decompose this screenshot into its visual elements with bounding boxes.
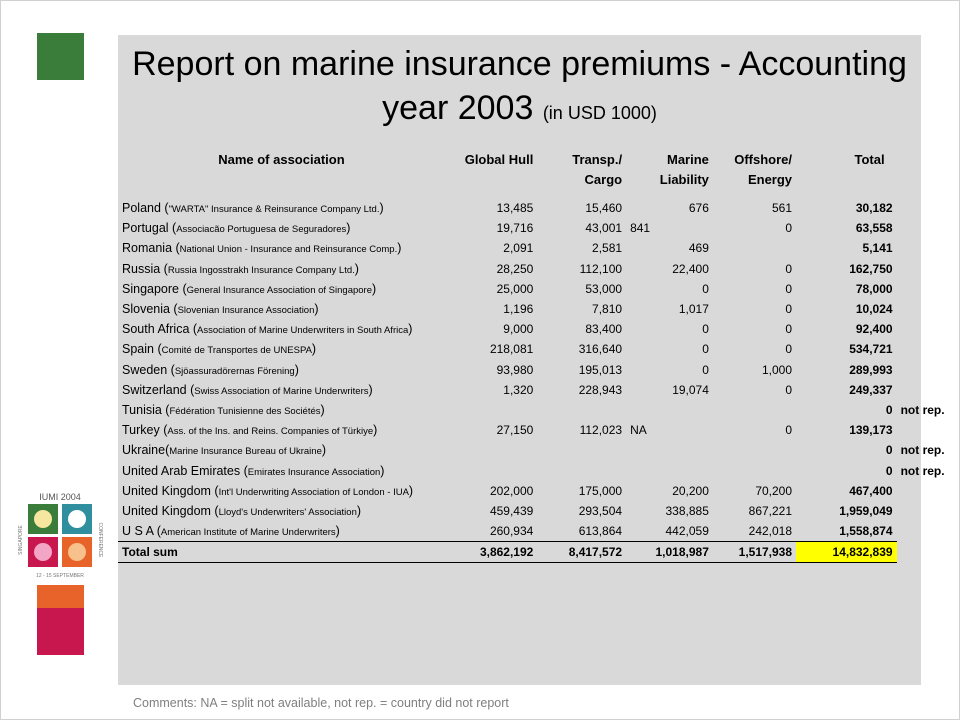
association-name bbox=[118, 360, 441, 380]
total-cell: 289,993 bbox=[849, 362, 893, 377]
total-cell: 0 bbox=[885, 463, 893, 478]
table-row bbox=[118, 259, 960, 279]
close-paren: ) bbox=[321, 443, 327, 458]
table-row bbox=[118, 279, 960, 299]
total-hull: 3,862,192 bbox=[441, 542, 537, 563]
global-hull-cell: 93,980 bbox=[496, 362, 534, 377]
not-reported-note bbox=[897, 420, 960, 440]
global-hull-cell: 2,091 bbox=[503, 241, 534, 256]
not-reported-note: not rep. bbox=[900, 402, 945, 417]
title-unit: (in USD 1000) bbox=[542, 103, 657, 123]
association-name bbox=[118, 481, 441, 501]
close-paren: ) bbox=[368, 382, 373, 397]
table-row bbox=[118, 380, 960, 400]
association-full-name: National Union - Insurance and Reinsurance Comp. bbox=[179, 244, 398, 256]
global-hull-cell: 202,000 bbox=[489, 483, 534, 498]
association-full-name: Emirates Insurance Association bbox=[247, 466, 381, 478]
header-total: Total bbox=[854, 152, 885, 167]
not-reported-note bbox=[897, 299, 960, 319]
cargo-cell: 228,943 bbox=[578, 382, 623, 397]
table-row bbox=[118, 481, 960, 501]
table-row bbox=[118, 198, 960, 218]
magenta-square bbox=[37, 608, 84, 655]
liability-cell: 676 bbox=[688, 201, 709, 216]
association-name bbox=[118, 501, 441, 521]
total-cell: 63,558 bbox=[855, 221, 893, 236]
country-name: United Arab Emirates ( bbox=[122, 463, 248, 478]
total-cell: 92,400 bbox=[855, 322, 893, 337]
total-cell: 0 bbox=[885, 402, 893, 417]
cargo-cell: 15,460 bbox=[585, 201, 623, 216]
association-full-name: "WARTA" Insurance & Reinsurance Company Ltd. bbox=[168, 204, 380, 216]
close-paren: ) bbox=[311, 342, 317, 357]
country-name: Switzerland ( bbox=[122, 382, 195, 397]
header-hull: Global Hull bbox=[464, 152, 534, 167]
not-reported-note bbox=[897, 319, 960, 339]
table-row bbox=[118, 299, 960, 319]
cargo-cell: 195,013 bbox=[578, 362, 623, 377]
cargo-cell: 293,504 bbox=[578, 503, 623, 518]
offshore-cell: 0 bbox=[785, 221, 793, 236]
offshore-cell: 0 bbox=[785, 281, 793, 296]
green-square bbox=[37, 33, 84, 80]
association-full-name: Fédération Tunisienne des Sociétés bbox=[169, 405, 321, 417]
close-paren: ) bbox=[380, 463, 385, 478]
liability-cell bbox=[626, 440, 713, 460]
table-row bbox=[118, 339, 960, 359]
close-paren: ) bbox=[346, 221, 351, 236]
association-name bbox=[118, 339, 441, 359]
cargo-cell bbox=[537, 400, 626, 420]
offshore-cell: 0 bbox=[785, 342, 793, 357]
country-name: Romania ( bbox=[122, 241, 180, 256]
country-name: Tunisia ( bbox=[122, 402, 170, 417]
cargo-cell: 2,581 bbox=[592, 241, 623, 256]
total-cell: 534,721 bbox=[849, 342, 893, 357]
table-row bbox=[118, 521, 960, 542]
offshore-cell: 242,018 bbox=[748, 524, 793, 539]
total-cell: 467,400 bbox=[849, 483, 893, 498]
not-reported-note bbox=[897, 279, 960, 299]
association-name bbox=[118, 400, 441, 420]
country-name: Slovenia ( bbox=[122, 302, 178, 317]
iumi-conference-logo bbox=[15, 490, 105, 580]
table-body bbox=[118, 198, 960, 563]
global-hull-cell: 25,000 bbox=[496, 281, 534, 296]
not-reported-note bbox=[897, 198, 960, 218]
slide-title bbox=[118, 42, 921, 135]
country-name: South Africa ( bbox=[122, 322, 198, 337]
close-paren: ) bbox=[408, 322, 413, 337]
offshore-cell: 70,200 bbox=[755, 483, 793, 498]
close-paren: ) bbox=[314, 302, 319, 317]
liability-cell: 338,885 bbox=[665, 503, 709, 518]
liability-cell: 469 bbox=[688, 241, 709, 256]
association-full-name: Russia Ingosstrakh Insurance Company Ltd. bbox=[167, 264, 355, 276]
cargo-cell: 43,001 bbox=[585, 221, 623, 236]
global-hull-cell bbox=[441, 460, 537, 480]
association-name bbox=[118, 299, 441, 319]
header-liability: Marine Liability bbox=[659, 152, 709, 187]
table-row bbox=[118, 501, 960, 521]
close-paren: ) bbox=[356, 503, 362, 518]
cargo-cell: 175,000 bbox=[578, 483, 623, 498]
country-name: Portugal ( bbox=[122, 221, 177, 236]
offshore-cell: 867,221 bbox=[748, 503, 793, 518]
total-cell: 5,141 bbox=[862, 241, 893, 256]
close-paren: ) bbox=[379, 201, 384, 216]
close-paren: ) bbox=[354, 261, 359, 276]
header-offshore: Offshore/ Energy bbox=[734, 152, 793, 187]
cargo-cell: 316,640 bbox=[578, 342, 623, 357]
close-paren: ) bbox=[320, 402, 325, 417]
logo-title: IUMI 2004 bbox=[39, 492, 81, 502]
association-full-name: Association of Marine Underwriters in South Africa bbox=[197, 325, 409, 337]
close-paren: ) bbox=[408, 483, 414, 498]
not-reported-note bbox=[897, 238, 960, 258]
global-hull-cell bbox=[441, 400, 537, 420]
global-hull-cell: 1,320 bbox=[503, 382, 534, 397]
table-row bbox=[118, 360, 960, 380]
header-name: Name of association bbox=[218, 152, 345, 167]
association-name bbox=[118, 460, 441, 480]
country-name: Ukraine( bbox=[122, 443, 170, 458]
country-name: Russia ( bbox=[122, 261, 168, 276]
total-sum-row bbox=[118, 542, 960, 563]
association-full-name: Sjöassuradörernas Förening bbox=[174, 365, 295, 377]
total-cell: 30,182 bbox=[855, 201, 893, 216]
global-hull-cell: 13,485 bbox=[496, 201, 534, 216]
total-cell: 10,024 bbox=[855, 302, 893, 317]
global-hull-cell: 1,196 bbox=[503, 302, 534, 317]
close-paren: ) bbox=[294, 362, 299, 377]
not-reported-note bbox=[897, 339, 960, 359]
table-row bbox=[118, 440, 960, 460]
liability-cell: 0 bbox=[702, 362, 709, 377]
liability-cell: NA bbox=[630, 423, 647, 438]
association-full-name: General Insurance Association of Singapore bbox=[186, 284, 372, 296]
offshore-cell: 0 bbox=[785, 261, 793, 276]
offshore-cell bbox=[713, 440, 796, 460]
country-name: United Kingdom ( bbox=[122, 483, 219, 498]
association-full-name: Lloyd's Underwriters' Association bbox=[218, 506, 357, 518]
association-name bbox=[118, 319, 441, 339]
close-paren: ) bbox=[335, 524, 340, 539]
close-paren: ) bbox=[372, 281, 377, 296]
offshore-cell bbox=[713, 238, 796, 258]
total-liability: 1,018,987 bbox=[626, 542, 713, 563]
liability-cell: 0 bbox=[702, 342, 709, 357]
country-name: Spain ( bbox=[122, 342, 162, 357]
offshore-cell: 0 bbox=[785, 322, 793, 337]
liability-cell bbox=[626, 460, 713, 480]
liability-cell: 0 bbox=[702, 322, 709, 337]
association-name bbox=[118, 521, 441, 542]
liability-cell: 442,059 bbox=[665, 524, 709, 539]
sum-spacer bbox=[897, 542, 960, 563]
association-name bbox=[118, 238, 441, 258]
cargo-cell: 112,100 bbox=[579, 261, 623, 276]
association-full-name: American Institute of Marine Underwriters bbox=[160, 527, 336, 539]
cargo-cell: 7,810 bbox=[592, 302, 623, 317]
not-reported-note: not rep. bbox=[900, 443, 945, 458]
header-cargo: Transp./ Cargo bbox=[572, 152, 623, 187]
premiums-table bbox=[118, 150, 960, 563]
association-name bbox=[118, 218, 441, 238]
liability-cell: 0 bbox=[702, 281, 709, 296]
association-full-name: Slovenian Insurance Association bbox=[177, 305, 315, 317]
table-row bbox=[118, 319, 960, 339]
grand-total: 14,832,839 bbox=[796, 542, 897, 563]
offshore-cell: 0 bbox=[785, 423, 793, 438]
association-name bbox=[118, 279, 441, 299]
comments-footnote: Comments: NA = split not available, not rep. = country did not report bbox=[133, 696, 509, 710]
offshore-cell bbox=[713, 460, 796, 480]
header-note bbox=[897, 150, 960, 190]
country-name: Sweden ( bbox=[122, 362, 175, 377]
close-paren: ) bbox=[373, 423, 378, 438]
logo-left-text: SINGAPORE bbox=[18, 525, 24, 555]
association-full-name: Int'l Underwriting Association of London - IUA bbox=[218, 486, 409, 498]
liability-cell: 19,074 bbox=[672, 382, 709, 397]
logo-date: 12 - 15 SEPTEMBER bbox=[36, 573, 84, 579]
association-full-name: Swiss Association of Marine Underwriters bbox=[194, 385, 369, 397]
not-reported-note bbox=[897, 259, 960, 279]
cargo-cell bbox=[537, 440, 626, 460]
offshore-cell: 0 bbox=[785, 382, 793, 397]
global-hull-cell: 27,150 bbox=[496, 423, 534, 438]
total-cell: 1,558,874 bbox=[839, 524, 893, 539]
offshore-cell: 561 bbox=[772, 201, 793, 216]
table-row bbox=[118, 238, 960, 258]
liability-cell: 1,017 bbox=[678, 302, 709, 317]
country-name: Singapore ( bbox=[122, 281, 187, 296]
cargo-cell bbox=[537, 460, 626, 480]
global-hull-cell bbox=[441, 440, 537, 460]
association-full-name: Marine Insurance Bureau of Ukraine bbox=[169, 446, 322, 458]
close-paren: ) bbox=[397, 241, 402, 256]
total-cell: 1,959,049 bbox=[839, 503, 893, 518]
table-header-row bbox=[118, 150, 960, 190]
association-full-name: Associacão Portuguesa de Seguradores bbox=[176, 224, 347, 236]
not-reported-note bbox=[897, 521, 960, 542]
cargo-cell: 112,023 bbox=[579, 423, 623, 438]
table-row bbox=[118, 218, 960, 238]
table-row bbox=[118, 460, 960, 480]
global-hull-cell: 260,934 bbox=[489, 524, 534, 539]
association-full-name: Comité de Transportes de UNESPA bbox=[161, 345, 312, 357]
association-name bbox=[118, 198, 441, 218]
association-name bbox=[118, 420, 441, 440]
offshore-cell: 0 bbox=[785, 302, 793, 317]
not-reported-note bbox=[897, 218, 960, 238]
liability-cell: 22,400 bbox=[672, 261, 709, 276]
country-name: United Kingdom ( bbox=[122, 503, 219, 518]
offshore-cell bbox=[713, 400, 796, 420]
total-cell: 0 bbox=[885, 443, 893, 458]
not-reported-note bbox=[897, 501, 960, 521]
liability-cell: 841 bbox=[630, 221, 651, 236]
association-name bbox=[118, 440, 441, 460]
association-full-name: Ass. of the Ins. and Reins. Companies of Türkiye bbox=[167, 426, 374, 438]
cargo-cell: 613,864 bbox=[578, 524, 623, 539]
global-hull-cell: 218,081 bbox=[489, 342, 534, 357]
logo-side-text: CONFERENCE bbox=[97, 522, 103, 558]
offshore-cell: 1,000 bbox=[762, 362, 793, 377]
association-name bbox=[118, 259, 441, 279]
total-cell: 139,173 bbox=[849, 423, 893, 438]
not-reported-note: not rep. bbox=[900, 463, 945, 478]
total-cell: 78,000 bbox=[855, 281, 893, 296]
table-row bbox=[118, 420, 960, 440]
global-hull-cell: 19,716 bbox=[496, 221, 534, 236]
cargo-cell: 83,400 bbox=[585, 322, 623, 337]
country-name: U S A ( bbox=[122, 524, 161, 539]
country-name: Poland ( bbox=[122, 201, 169, 216]
title-main: Report on marine insurance premiums - Accounting year 2003 bbox=[132, 45, 907, 127]
country-name: Turkey ( bbox=[122, 423, 168, 438]
global-hull-cell: 459,439 bbox=[489, 503, 534, 518]
not-reported-note bbox=[897, 481, 960, 501]
association-name bbox=[118, 380, 441, 400]
total-cell: 162,750 bbox=[849, 261, 893, 276]
liability-cell bbox=[626, 400, 713, 420]
not-reported-note bbox=[897, 380, 960, 400]
global-hull-cell: 28,250 bbox=[496, 261, 534, 276]
total-sum-label: Total sum bbox=[118, 542, 441, 563]
not-reported-note bbox=[897, 360, 960, 380]
total-cell: 249,337 bbox=[849, 382, 893, 397]
table-row bbox=[118, 400, 960, 420]
total-cargo: 8,417,572 bbox=[537, 542, 626, 563]
global-hull-cell: 9,000 bbox=[503, 322, 534, 337]
liability-cell: 20,200 bbox=[672, 483, 709, 498]
total-offshore: 1,517,938 bbox=[713, 542, 796, 563]
cargo-cell: 53,000 bbox=[585, 281, 623, 296]
